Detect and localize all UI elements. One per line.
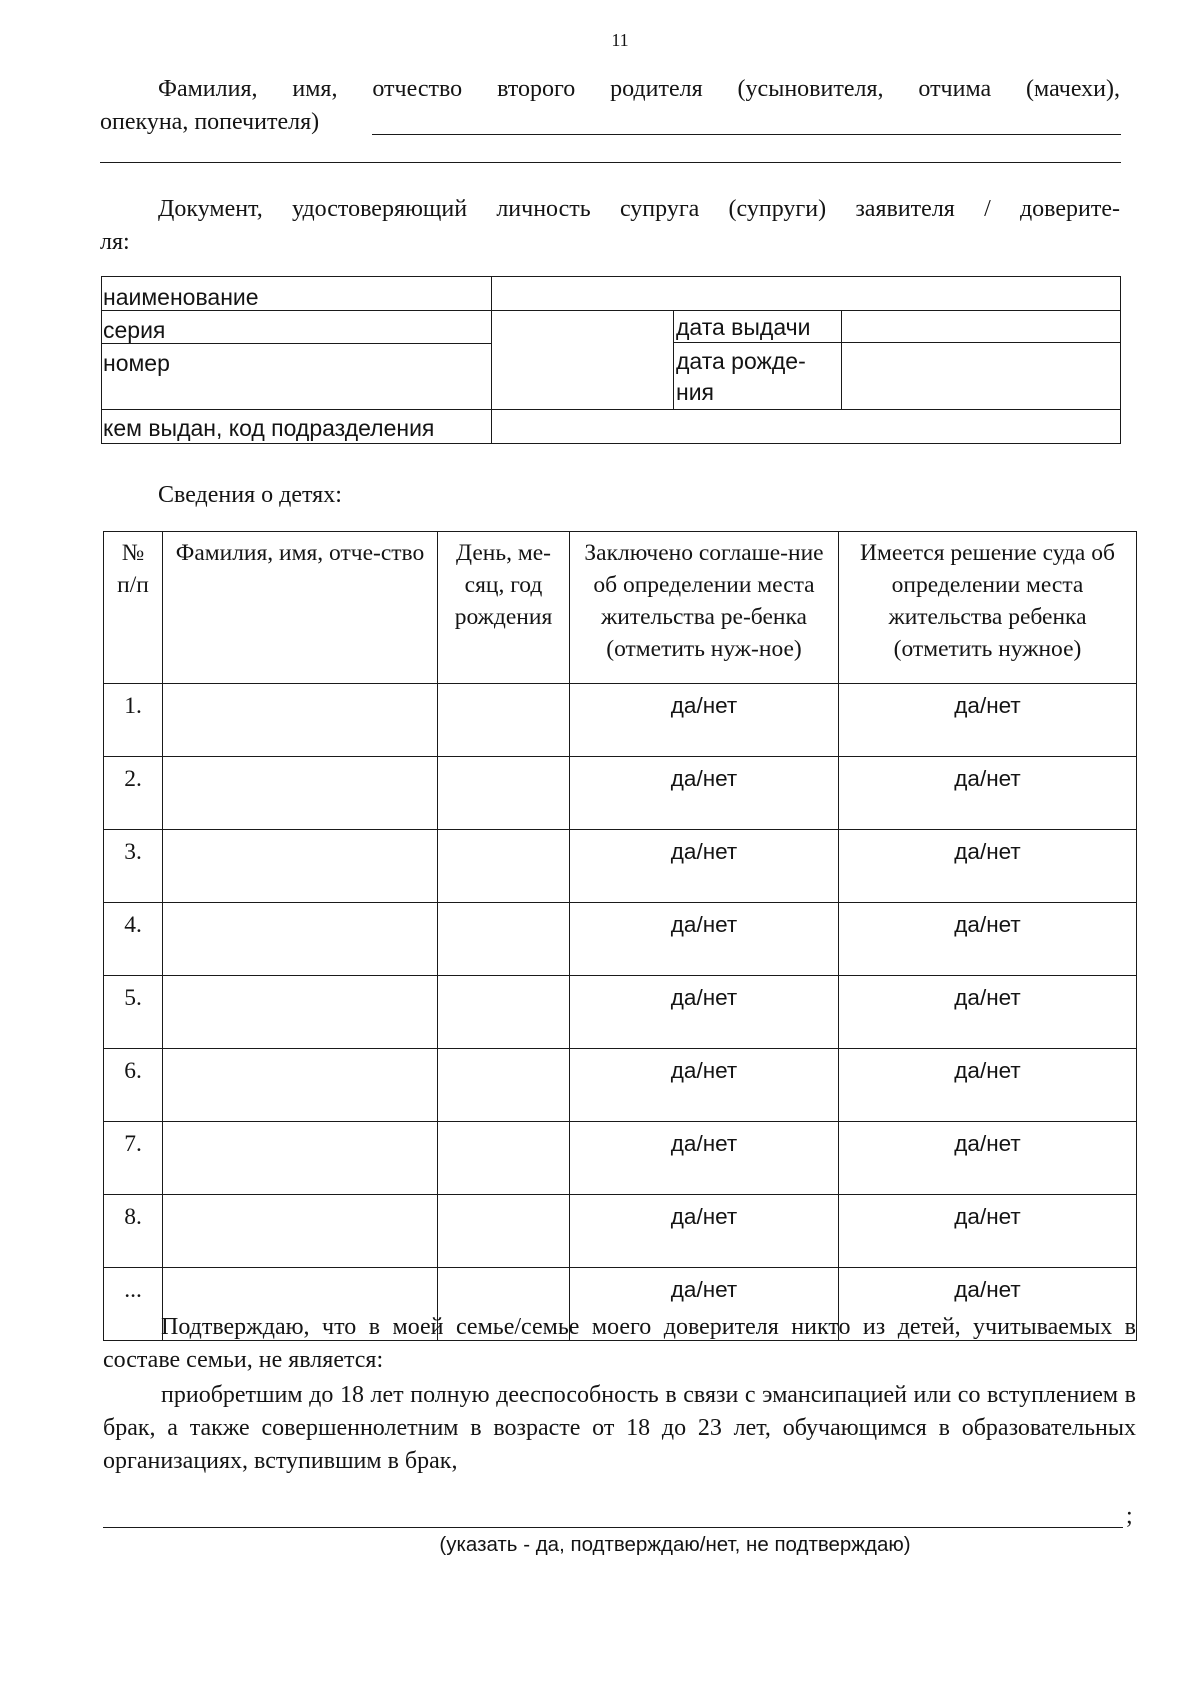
court-decision-choice[interactable]: да/нет xyxy=(839,757,1137,830)
table-rule xyxy=(491,276,492,444)
child-name-cell[interactable] xyxy=(163,684,438,757)
child-birth-date-cell[interactable] xyxy=(438,903,570,976)
table-row xyxy=(104,976,1137,1049)
child-name-cell[interactable] xyxy=(163,903,438,976)
agreement-choice[interactable]: да/нет xyxy=(570,684,839,757)
court-decision-choice[interactable]: да/нет xyxy=(839,903,1137,976)
court-decision-choice[interactable]: да/нет xyxy=(839,1049,1137,1122)
table-row xyxy=(104,684,1137,757)
column-header-number: № п/п xyxy=(104,532,163,684)
second-parent-name-field-cont[interactable] xyxy=(100,162,1121,163)
child-birth-date-cell[interactable] xyxy=(438,1122,570,1195)
table-header-row xyxy=(104,532,1137,684)
confirmation-answer-field[interactable] xyxy=(103,1527,1123,1528)
document-name-label: наименование xyxy=(103,284,259,310)
children-heading: Сведения о детях: xyxy=(158,482,342,508)
page-number: 11 xyxy=(611,30,629,50)
court-decision-choice[interactable]: да/нет xyxy=(839,830,1137,903)
agreement-choice[interactable]: да/нет xyxy=(570,976,839,1049)
child-birth-date-cell[interactable] xyxy=(438,1195,570,1268)
document-name-field[interactable] xyxy=(493,277,1119,309)
child-birth-date-cell[interactable] xyxy=(438,976,570,1049)
table-row xyxy=(104,757,1137,830)
issue-date-field[interactable] xyxy=(843,312,1119,342)
line-end-semicolon: ; xyxy=(1126,1503,1133,1529)
court-decision-choice[interactable]: да/нет xyxy=(839,976,1137,1049)
birth-date-field[interactable] xyxy=(843,344,1119,408)
court-decision-choice[interactable]: да/нет xyxy=(839,1268,1137,1341)
children-table xyxy=(103,531,1137,1341)
second-parent-name-field[interactable] xyxy=(372,134,1121,135)
agreement-choice[interactable]: да/нет xyxy=(570,903,839,976)
agreement-choice[interactable]: да/нет xyxy=(570,830,839,903)
column-header-agreement: Заключено соглаше-ние об определении места жительства ре-бенка (отметить нуж-ное) xyxy=(570,532,839,684)
document-series-label: серия xyxy=(103,317,166,343)
table-rule xyxy=(101,409,1121,410)
table-border xyxy=(1120,276,1121,444)
child-name-cell[interactable] xyxy=(163,830,438,903)
document-series-number-field[interactable] xyxy=(493,312,672,409)
birth-date-label: дата рожде- xyxy=(676,348,806,374)
row-number: 5. xyxy=(104,976,163,1049)
table-rule xyxy=(674,342,1121,343)
second-parent-label-cont: опекуна, попечителя) xyxy=(100,109,320,135)
table-row xyxy=(104,1049,1137,1122)
child-name-cell[interactable] xyxy=(163,1122,438,1195)
confirmation-intro: Подтверждаю, что в моей семье/семье моего доверителя никто из детей, учитываемых в составе семьи, не является: xyxy=(103,1314,1136,1373)
child-name-cell[interactable] xyxy=(163,1049,438,1122)
table-rule xyxy=(673,310,674,410)
row-number: 1. xyxy=(104,684,163,757)
spouse-document-heading-cont: ля: xyxy=(100,229,130,255)
child-birth-date-cell[interactable] xyxy=(438,684,570,757)
second-parent-label: Фамилия, имя, отчество второго родителя (усыновителя, отчима (мачехи), xyxy=(158,76,1120,102)
column-header-full-name: Фамилия, имя, отче-ство xyxy=(163,532,438,684)
child-name-cell[interactable] xyxy=(163,757,438,830)
table-row xyxy=(104,1122,1137,1195)
agreement-choice[interactable]: да/нет xyxy=(570,1268,839,1341)
row-number: 4. xyxy=(104,903,163,976)
row-number: 6. xyxy=(104,1049,163,1122)
document-number-label: номер xyxy=(103,350,170,376)
spouse-document-heading: Документ, удостоверяющий личность супруга (супруги) заявителя / доверите- xyxy=(158,196,1120,222)
row-number: 8. xyxy=(104,1195,163,1268)
row-number: ... xyxy=(104,1268,163,1341)
child-birth-date-cell[interactable] xyxy=(438,830,570,903)
child-birth-date-cell[interactable] xyxy=(438,757,570,830)
agreement-choice[interactable]: да/нет xyxy=(570,1122,839,1195)
row-number: 7. xyxy=(104,1122,163,1195)
agreement-choice[interactable]: да/нет xyxy=(570,1195,839,1268)
issued-by-field[interactable] xyxy=(493,411,1119,442)
table-row xyxy=(104,903,1137,976)
confirmation-body: приобретшим до 18 лет полную дееспособность в связи с эмансипацией или со вступлением в брак, а также совершеннолетним в возрасте от 18 до 23 лет, обучающимся в образовательных организациях, вступившим в брак, xyxy=(103,1382,1136,1474)
court-decision-choice[interactable]: да/нет xyxy=(839,684,1137,757)
row-number: 3. xyxy=(104,830,163,903)
issued-by-label: кем выдан, код подразделения xyxy=(103,415,435,441)
court-decision-choice[interactable]: да/нет xyxy=(839,1122,1137,1195)
court-decision-choice[interactable]: да/нет xyxy=(839,1195,1137,1268)
column-header-court-decision: Имеется решение суда об определении места жительства ребенка (отметить нужное) xyxy=(839,532,1137,684)
column-header-birth-date: День, ме-сяц, год рождения xyxy=(438,532,570,684)
table-rule xyxy=(841,310,842,410)
table-border xyxy=(101,276,102,444)
table-border xyxy=(101,443,1121,444)
spouse-document-table xyxy=(101,276,1121,444)
issue-date-label: дата выдачи xyxy=(676,314,811,340)
birth-date-label-cont: ния xyxy=(676,379,715,405)
table-row xyxy=(104,1195,1137,1268)
row-number: 2. xyxy=(104,757,163,830)
confirmation-caption: (указать - да, подтверждаю/нет, не подтверждаю) xyxy=(439,1533,911,1556)
child-name-cell[interactable] xyxy=(163,976,438,1049)
child-birth-date-cell[interactable] xyxy=(438,1049,570,1122)
agreement-choice[interactable]: да/нет xyxy=(570,1049,839,1122)
child-name-cell[interactable] xyxy=(163,1195,438,1268)
table-row xyxy=(104,830,1137,903)
agreement-choice[interactable]: да/нет xyxy=(570,757,839,830)
